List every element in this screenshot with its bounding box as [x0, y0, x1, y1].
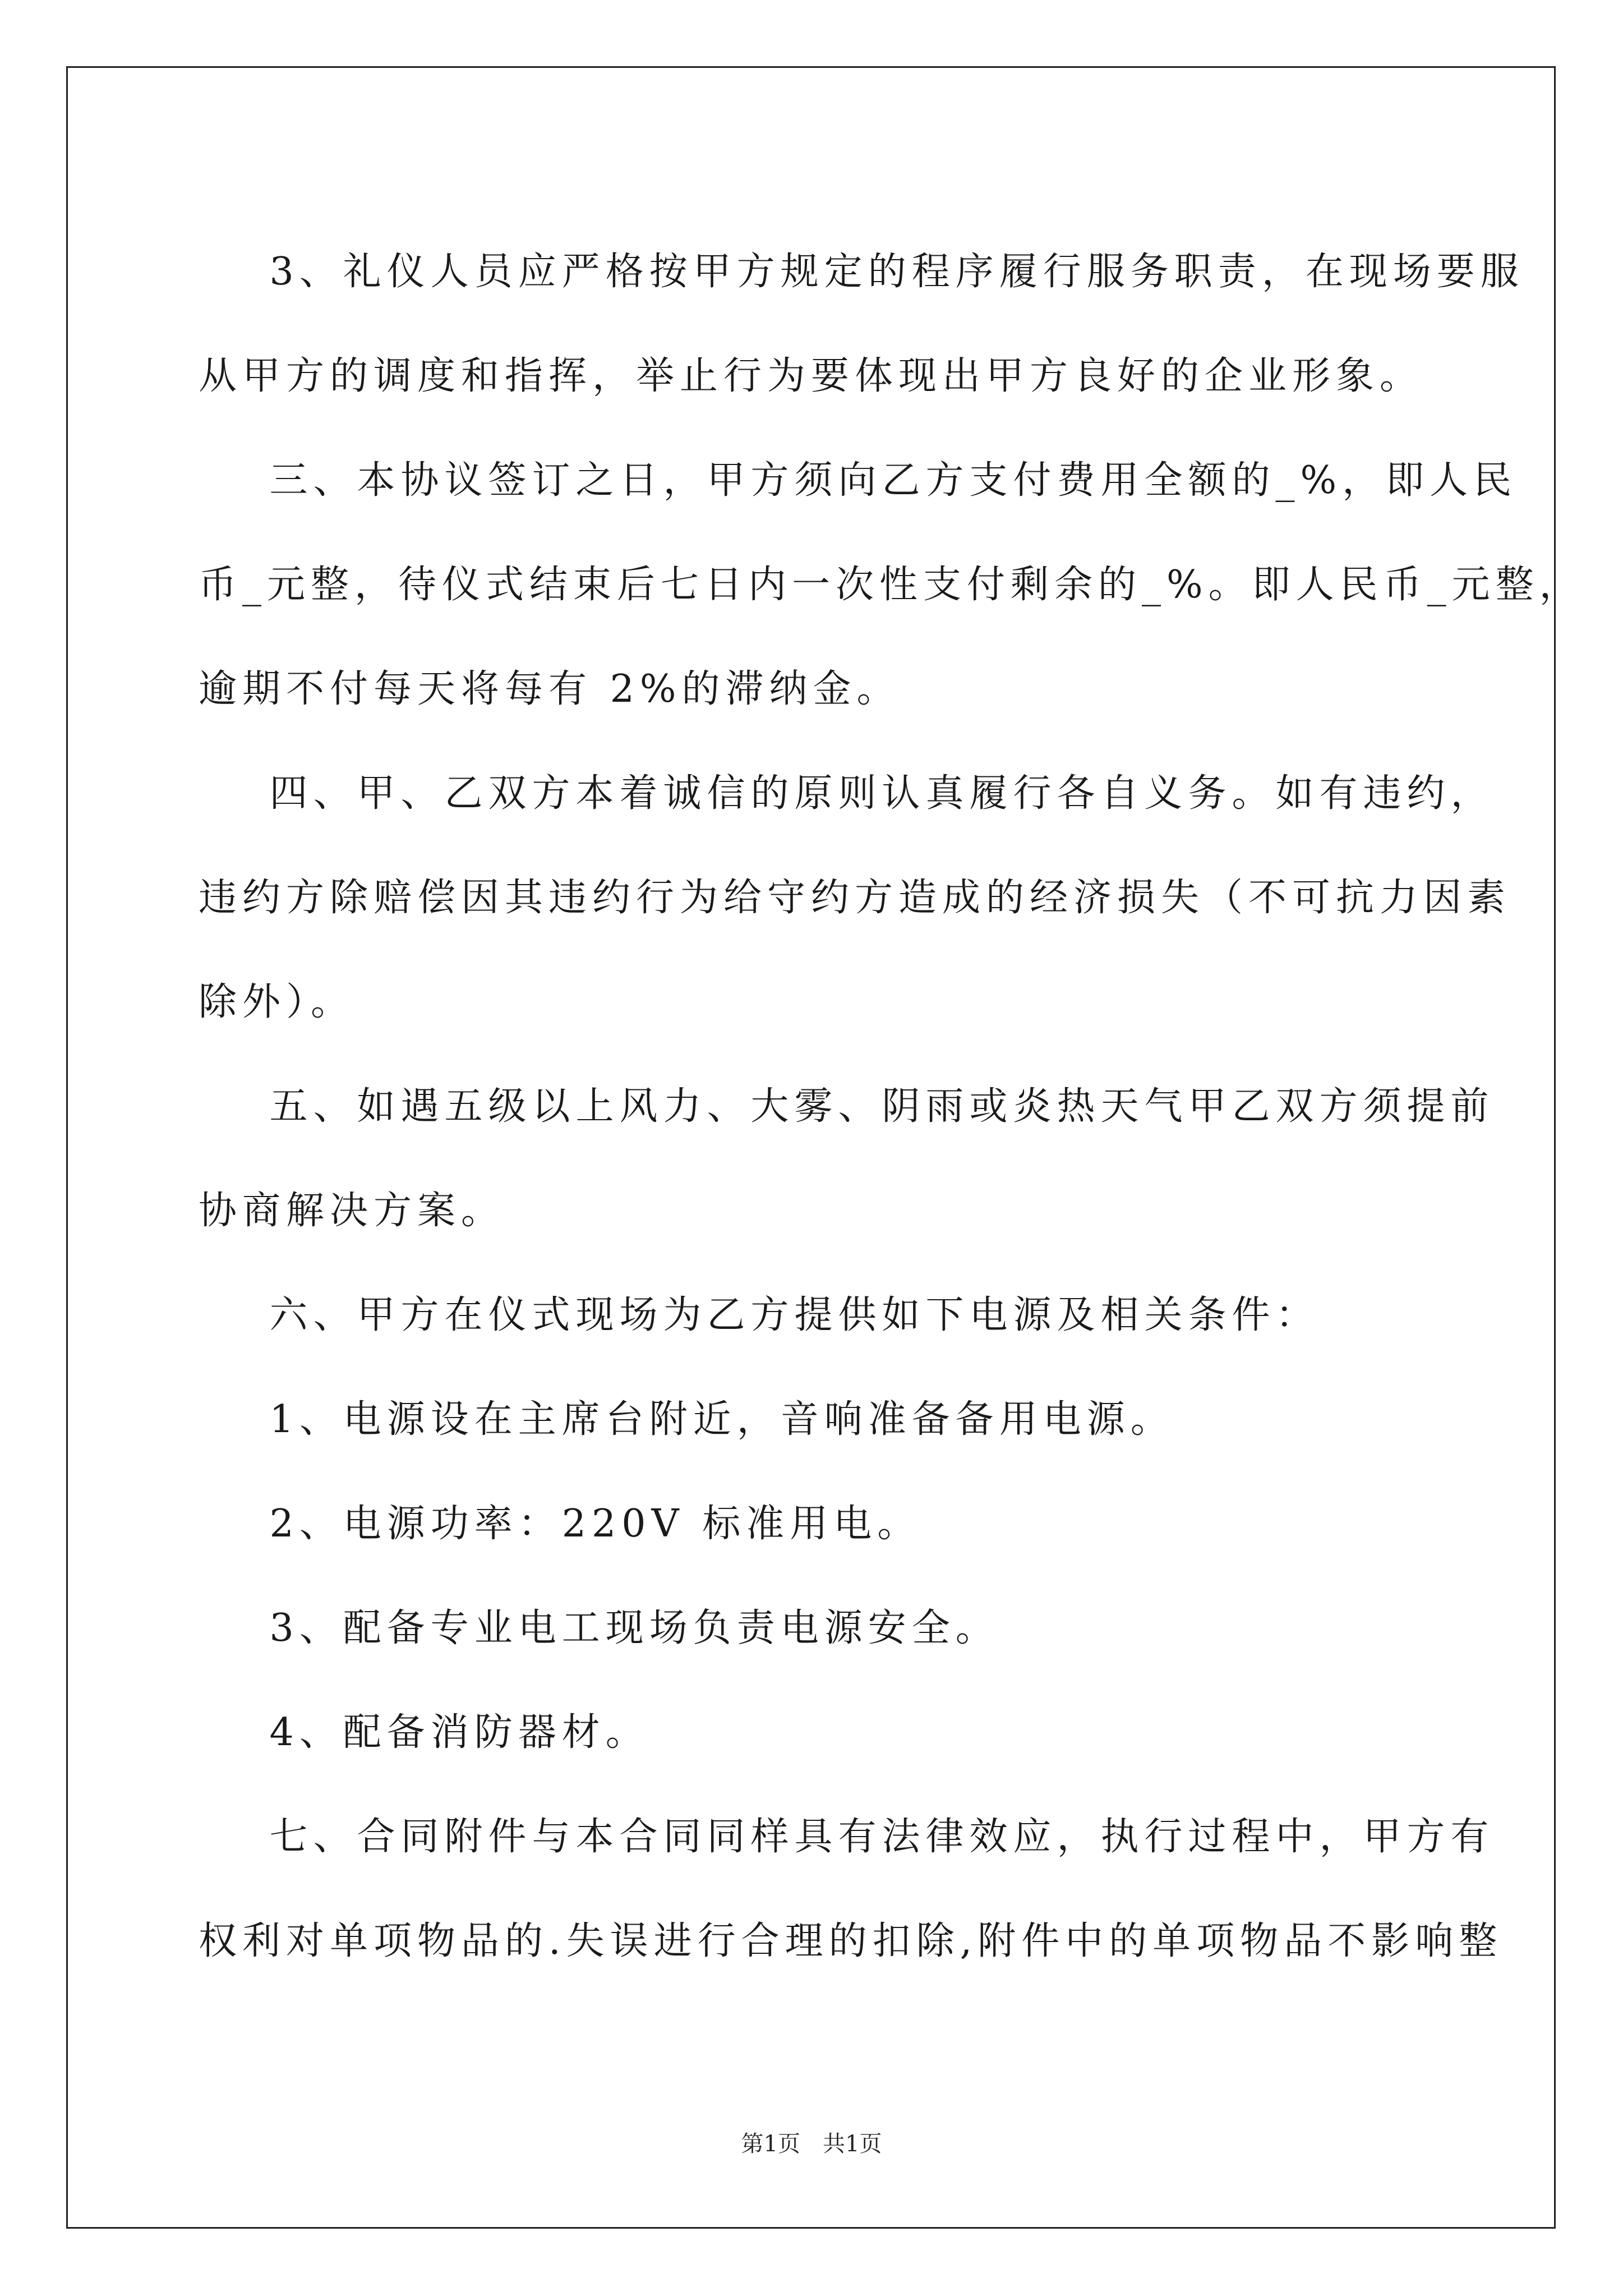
text-line: 2、电源功率：220V 标准用电。 — [199, 1502, 921, 1546]
text-line: 3、配备专业电工现场负责电源安全。 — [199, 1606, 999, 1650]
text-line: 七、合同附件与本合同同样具有法律效应，执行过程中，甲方有 — [199, 1815, 1495, 1859]
text-line: 逾期不付每天将每有 2%的滞纳金。 — [199, 667, 901, 711]
text-line: 四、甲、乙双方本着诚信的原则认真履行各自义务。如有违约， — [199, 771, 1495, 816]
text-line: 协商解决方案。 — [199, 1189, 505, 1233]
text-line: 4、配备消防器材。 — [199, 1710, 649, 1755]
text-line: 币_元整，待仪式结束后七日内一次性支付剩余的_%。即人民币_元整， — [199, 563, 1583, 607]
text-line: 违约方除赔偿因其违约行为给守约方造成的经济损失（不可抗力因素 — [199, 876, 1511, 920]
text-line: 权利对单项物品的.失误进行合理的扣除,附件中的单项物品不影响整 — [199, 1919, 1503, 1963]
text-line: 从甲方的调度和指挥，举止行为要体现出甲方良好的企业形象。 — [199, 354, 1424, 398]
document-body — [199, 220, 1583, 1994]
text-line: 三、本协议签订之日，甲方须向乙方支付费用全额的_%，即人民 — [199, 458, 1518, 503]
page-footer: 第1页 共1页 — [741, 2131, 882, 2157]
text-line: 3、礼仪人员应严格按甲方规定的程序履行服务职责，在现场要服 — [199, 250, 1524, 294]
text-line: 1、电源设在主席台附近，音响准备备用电源。 — [199, 1397, 1174, 1442]
text-line: 除外）。 — [199, 980, 355, 1024]
text-line: 五、如遇五级以上风力、大雾、阴雨或炎热天气甲乙双方须提前 — [199, 1084, 1495, 1129]
text-line: 六、甲方在仪式现场为乙方提供如下电源及相关条件： — [199, 1293, 1320, 1337]
